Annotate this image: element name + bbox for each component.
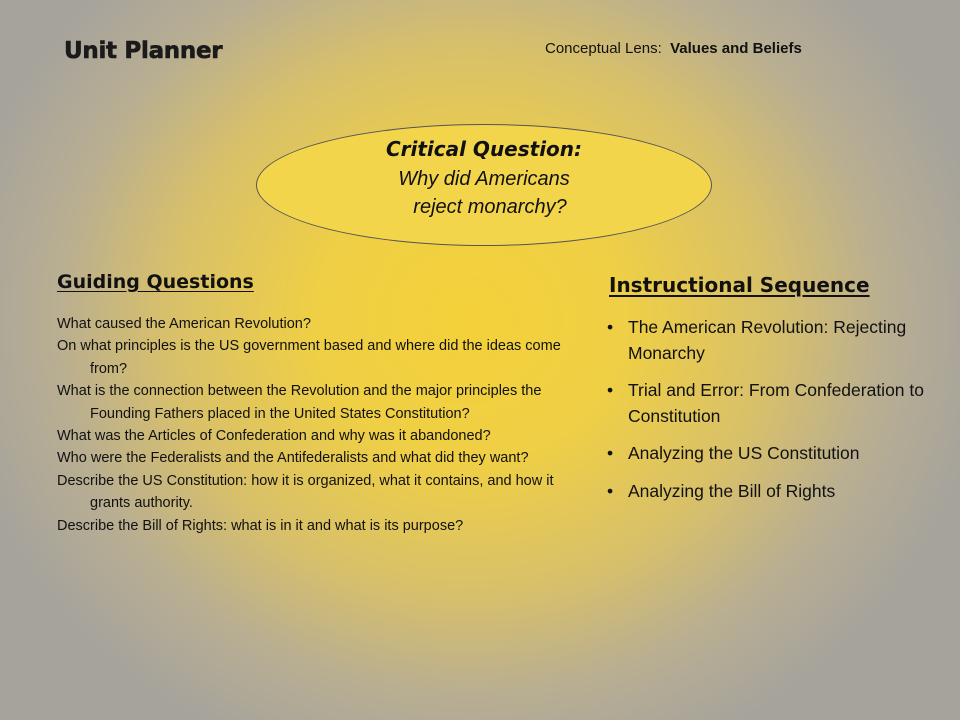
guiding-questions-list [57, 313, 577, 537]
sequence-item-label: Analyzing the Bill of Rights [628, 480, 836, 501]
critical-question-line-2: reject monarchy? [413, 196, 567, 218]
sequence-item [607, 479, 937, 505]
bullet-icon: • [607, 380, 614, 400]
sequence-item-label: Trial and Error: From Confederation to Constitution [628, 380, 924, 426]
guiding-question: Who were the Federalists and the Antifederalists and what did they want? [57, 450, 529, 467]
bullet-icon: • [607, 317, 614, 337]
sequence-item [607, 441, 937, 467]
sequence-item [607, 378, 937, 429]
guiding-question: What is the connection between the Revolution and the major principles the Founding Fathers placed in the United States Constitution? [57, 383, 542, 422]
sequence-item-label: Analyzing the US Constitution [628, 443, 860, 463]
guiding-questions-heading: Guiding Questions [57, 271, 254, 293]
guiding-question: What caused the American Revolution? [57, 316, 311, 332]
bullet-icon: • [607, 480, 614, 501]
critical-question-heading: Critical Question: [385, 137, 583, 161]
instructional-sequence-list [607, 315, 937, 516]
bullet-icon: • [607, 443, 614, 463]
critical-question-line-1: Why did Americans [398, 168, 570, 190]
page-title: Unit Planner [64, 38, 223, 64]
sequence-item-label: The American Revolution: Rejecting Monarchy [628, 317, 907, 363]
instructional-sequence-heading: Instructional Sequence [609, 273, 870, 297]
conceptual-lens [545, 40, 802, 57]
guiding-question: Describe the US Constitution: how it is organized, what it contains, and how it grants authority. [57, 472, 554, 512]
guiding-question: Describe the Bill of Rights: what is in it and what is its purpose? [57, 517, 464, 534]
conceptual-lens-label: Conceptual Lens: [545, 40, 662, 57]
guiding-question: What was the Articles of Confederation and why was it abandoned? [57, 428, 491, 445]
sequence-item [607, 315, 937, 366]
guiding-question: On what principles is the US government based and where did the ideas come from? [57, 338, 561, 377]
conceptual-lens-value: Values and Beliefs [670, 40, 802, 57]
